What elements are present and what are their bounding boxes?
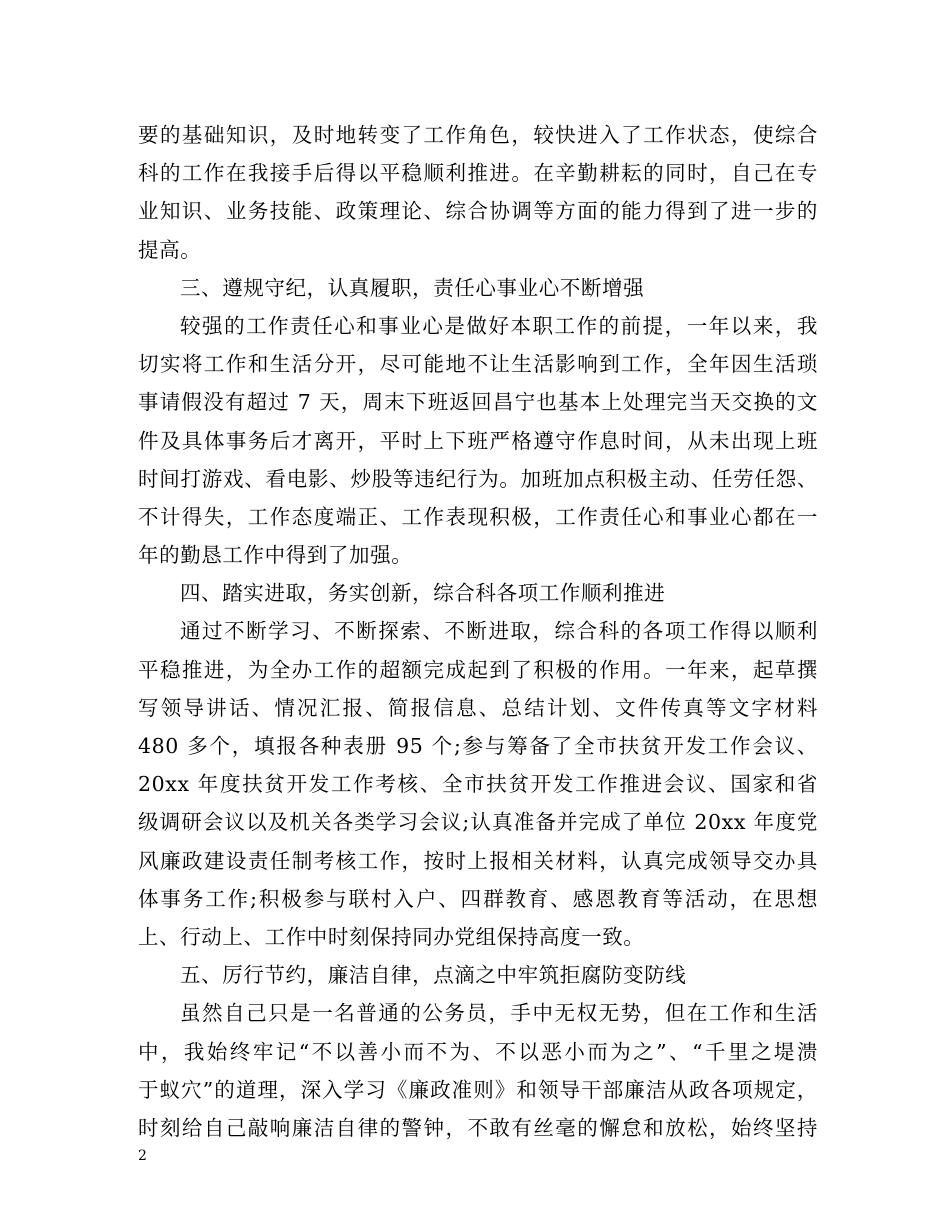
text-line: 级调研会议以及机关各类学习会议;认真准备并完成了单位 20xx 年度党 — [138, 810, 818, 835]
text-line: 业知识、业务技能、政策理论、综合协调等方面的能力得到了进一步的 — [138, 199, 818, 224]
text-line: 通过不断学习、不断探索、不断进取，综合科的各项工作得以顺利 — [180, 619, 818, 644]
text-line: 20xx 年度扶贫开发工作考核、全市扶贫开发工作推进会议、国家和省 — [138, 772, 818, 797]
text-line: 时间打游戏、看电影、炒股等违纪行为。加班加点积极主动、任劳任怨、 — [138, 466, 818, 491]
section-heading: 三、遵规守纪，认真履职，责任心事业心不断增强 — [180, 275, 645, 300]
text-line: 年的勤恳工作中得到了加强。 — [138, 543, 413, 568]
text-line: 要的基础知识，及时地转变了工作角色，较快进入了工作状态，使综合 — [138, 123, 818, 147]
text-line: 切实将工作和生活分开，尽可能地不让生活影响到工作，全年因生活琐 — [138, 352, 818, 377]
text-line: 时刻给自己敲响廉洁自律的警钟，不敢有丝毫的懈怠和放松，始终坚持 — [138, 1115, 818, 1140]
text-line: 事请假没有超过 7 天，周末下班返回昌宁也基本上处理完当天交换的文 — [138, 390, 818, 415]
text-line: 于蚁穴”的道理，深入学习《廉政准则》和领导干部廉洁从政各项规定， — [138, 1077, 818, 1102]
text-line: 提高。 — [138, 237, 202, 262]
text-line: 件及具体事务后才离开，平时上下班严格遵守作息时间，从未出现上班 — [138, 428, 818, 453]
text-line: 写领导讲话、情况汇报、简报信息、总结计划、文件传真等文字材料 — [138, 695, 818, 720]
document-body — [138, 116, 818, 1147]
text-line: 风廉政建设责任制考核工作，按时上报相关材料，认真完成领导交办具 — [138, 848, 818, 873]
section-heading: 四、踏实进取，务实创新，综合科各项工作顺利推进 — [180, 581, 666, 606]
text-line: 较强的工作责任心和事业心是做好本职工作的前提，一年以来，我 — [180, 313, 818, 338]
text-line: 不计得失，工作态度端正、工作表现积极，工作责任心和事业心都在一 — [138, 504, 818, 529]
text-line: 480 多个，填报各种表册 95 个;参与筹备了全市扶贫开发工作会议、 — [138, 734, 818, 758]
section-heading: 五、厉行节约，廉洁自律，点滴之中牢筑拒腐防变防线 — [180, 963, 687, 988]
text-line: 虽然自己只是一名普通的公务员，手中无权无势，但在工作和生活 — [180, 1001, 818, 1026]
page-number: 2 — [138, 1148, 147, 1164]
text-line: 上、行动上、工作中时刻保持同办党组保持高度一致。 — [138, 924, 645, 949]
text-line: 平稳推进，为全办工作的超额完成起到了积极的作用。一年来，起草撰 — [138, 657, 818, 682]
text-line: 科的工作在我接手后得以平稳顺利推进。在辛勤耕耘的同时，自己在专 — [138, 161, 818, 186]
text-line: 中，我始终牢记“不以善小而不为、不以恶小而为之”、“千里之堤溃 — [138, 1039, 818, 1064]
text-line: 体事务工作;积极参与联村入户、四群教育、感恩教育等活动，在思想 — [138, 886, 818, 911]
